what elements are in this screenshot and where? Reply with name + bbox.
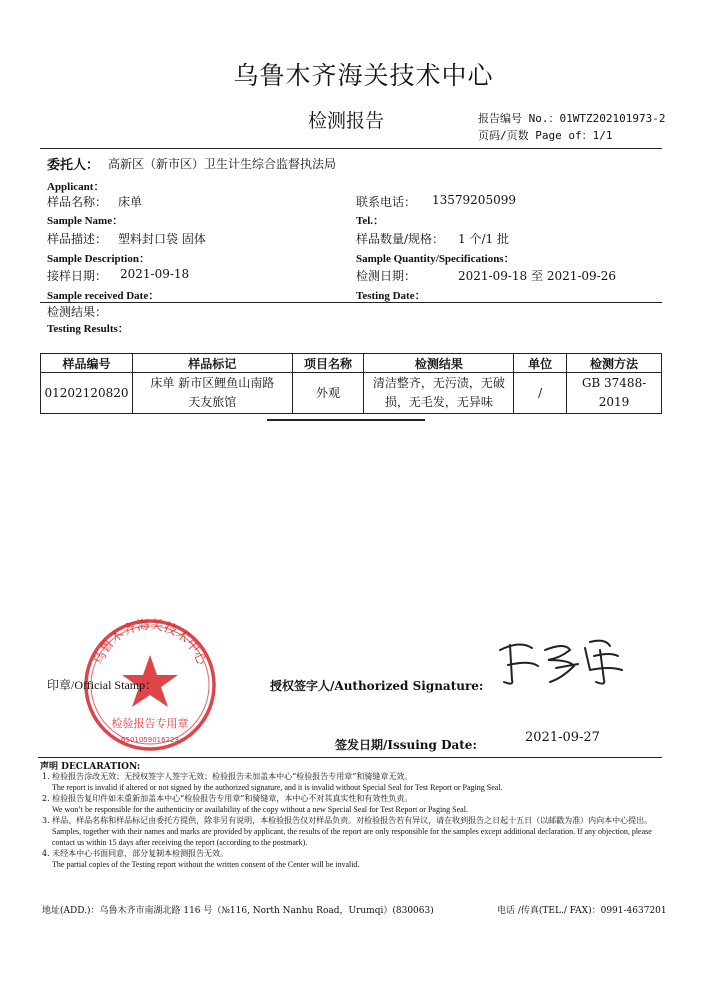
sample-name-label: 样品名称： [47,195,108,209]
footer-address: 地址(ADD.)：乌鲁木齐市南湖北路 116 号（№116, North Nanhu Road，Urumqi）(830063) [42,906,434,916]
tel-value: 13579205099 [432,193,516,207]
sample-name-value: 床单 [118,195,143,209]
document-type: 检测报告 [308,110,385,132]
results-table [40,353,662,414]
result-line: 清洁整齐，无污渍，无破 [372,376,505,390]
column-header: 项目名称 [292,354,364,373]
testing-date-label: 检测日期： [356,269,417,283]
table-header-row [41,354,662,373]
stamp-center-text: 检验报告专用章 [111,717,189,730]
result-line: 损，无毛发，无异味 [384,395,493,409]
declaration-item-en: Samples, together with their names and marks are provided by applicant, the results of the report are only responsible for the samples except additional declaration. If any objection, please contact us within 15 days after receiving the report (according to the postmark). [52,827,652,847]
info-divider [40,302,662,303]
received-date-value: 2021-09-18 [120,267,190,281]
stamp-label: 印章/Official Stamp： [47,678,158,692]
description-value: 塑料封口袋 固体 [118,232,206,246]
declaration-item-en: The partial copies of the Testing report without the written consent of the Center will be invalid. [52,860,360,869]
footer-phone: 电话 /传真(TEL./ FAX)：0991-4637201 [497,906,667,916]
sample-mark-cell [132,373,292,414]
results-label: 检测结果： [47,305,108,319]
column-header: 单位 [514,354,567,373]
quantity-en-label: Sample Quantity/Specifications： [356,253,515,265]
description-label: 样品描述： [47,232,108,246]
issuing-date-value: 2021-09-27 [525,730,600,745]
declaration-item-cn: 3. 样品、样品名称和样品标记由委托方提供，除非另有说明，本检验报告仅对样品负责。对检验报告若有异议，请在收到报告之日起十五日（以邮戳为准）内向本中心提出。 [42,816,653,825]
handwritten-signature [490,630,630,690]
declaration-item-en: The report is invalid if altered or not signed by the authorized signature, and it is invalid without Special Seal for Test Report or Paging Seal. [52,783,503,792]
quantity-value: 1 个/1 批 [458,232,509,246]
quantity-label: 样品数量/规格： [356,232,445,246]
description-en-label: Sample Description： [47,253,150,265]
column-header: 样品编号 [41,354,133,373]
signatory-label: 授权签字人/Authorized Signature: [270,679,484,693]
stamp-number: 6501059016223 [121,736,179,744]
sample-mark-line: 天友旅馆 [188,395,237,409]
unit-cell: / [514,373,567,414]
page-info: 页码/页数 Page of：1/1 [478,129,613,142]
column-header: 检测结果 [364,354,514,373]
results-en-label: Testing Results： [47,323,129,335]
declaration-list [42,771,662,870]
report-number: 报告编号 No.：01WTZ202101973-2 [478,112,666,125]
testing-date-value: 2021-09-18 至 2021-09-26 [458,269,617,283]
column-header: 检测方法 [567,354,662,373]
declaration-item-cn: 4. 未经本中心书面同意，部分复制本检测报告无效。 [42,849,229,858]
table-row [41,373,662,414]
header-divider [40,148,662,149]
result-cell [364,373,514,414]
sample-id-cell: 01202120820 [41,373,133,414]
table-end-line [267,419,425,421]
item-name-cell: 外观 [292,373,364,414]
declaration-item-en: We won’t be responsible for the authenticity or availability of the copy without a new Special Seal for Test Report or Paging Seal. [52,805,468,814]
tel-en-label: Tel.： [356,215,385,227]
received-date-en-label: Sample received Date： [47,290,160,302]
column-header: 样品标记 [132,354,292,373]
received-date-label: 接样日期： [47,269,108,283]
org-title: 乌鲁木齐海关技术中心 [233,61,494,90]
sample-mark-line: 床单 新市区鲤鱼山南路 [150,376,275,390]
client-en-label: Applicant： [47,181,105,193]
testing-date-en-label: Testing Date： [356,290,426,302]
issuing-date-label: 签发日期/Issuing Date: [335,738,477,752]
tel-label: 联系电话： [356,195,417,209]
client-label: 委托人： [47,158,100,173]
declaration-divider [38,757,662,758]
declaration-item-cn: 1. 检验报告涂改无效；无授权签字人签字无效；检验报告未加盖本中心“检验报告专用章”和骑缝章无效。 [42,772,413,781]
client-value: 高新区（新市区）卫生计生综合监督执法局 [108,157,337,171]
sample-name-en-label: Sample Name： [47,215,124,227]
declaration-item-cn: 2. 检验报告复印件如未重新加盖本中心“检验报告专用章”和骑缝章，本中心不对其真实性和有效性负责。 [42,794,413,803]
method-cell: GB 37488-2019 [567,373,662,414]
stamp-top-text: 乌鲁木齐海关技术中心 [91,617,209,668]
declaration-title: 声明 DECLARATION: [40,762,141,772]
